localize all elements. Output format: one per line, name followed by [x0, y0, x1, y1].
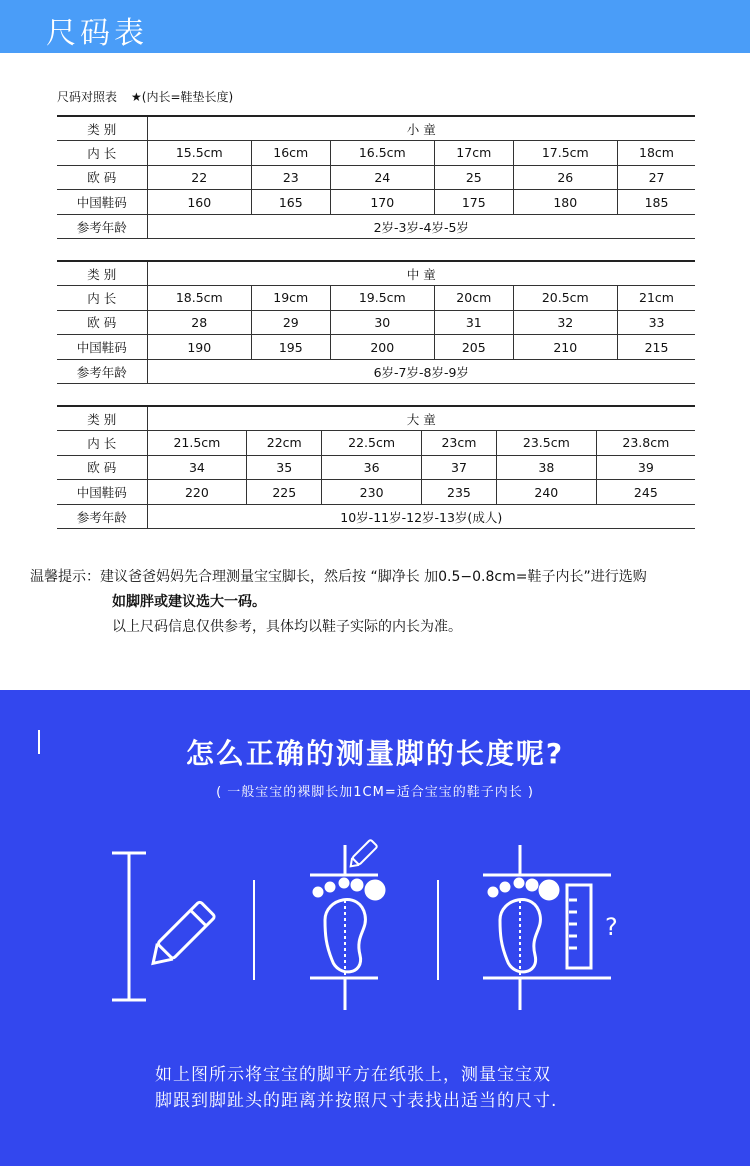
size-cell: 23.5cm — [496, 431, 596, 456]
size-table — [57, 405, 695, 529]
row-label: 类 别 — [57, 406, 147, 431]
category-value: 小 童 — [147, 116, 695, 141]
row-label: 内 长 — [57, 286, 147, 311]
size-cell: 22.5cm — [322, 431, 422, 456]
size-cell: 26 — [513, 165, 618, 190]
category-value: 大 童 — [147, 406, 695, 431]
row-label: 类 别 — [57, 116, 147, 141]
row-age — [57, 214, 695, 239]
age-value: 2岁-3岁-4岁-5岁 — [147, 214, 695, 239]
size-cell: 39 — [596, 455, 695, 480]
row-label: 中国鞋码 — [57, 190, 147, 215]
size-cell: 190 — [147, 335, 252, 360]
size-cell: 20.5cm — [513, 286, 618, 311]
size-cell: 22 — [147, 165, 252, 190]
desc-line-2: 脚跟到脚趾头的距离并按照尺寸表找出适当的尺寸. — [155, 1091, 558, 1111]
size-cell: 36 — [322, 455, 422, 480]
row-eu — [57, 455, 695, 480]
size-cell: 17cm — [435, 141, 514, 166]
age-value: 6岁-7岁-8岁-9岁 — [147, 359, 695, 384]
size-cell: 16cm — [252, 141, 331, 166]
size-cell: 170 — [330, 190, 435, 215]
size-cell: 21.5cm — [147, 431, 247, 456]
desc-line-1: 如上图所示将宝宝的脚平方在纸张上，测量宝宝双 — [155, 1065, 551, 1085]
size-cell: 240 — [496, 480, 596, 505]
measure-illustration — [100, 830, 680, 1020]
row-inner — [57, 286, 695, 311]
size-cell: 165 — [252, 190, 331, 215]
row-label: 中国鞋码 — [57, 335, 147, 360]
size-cell: 23cm — [422, 431, 497, 456]
size-cell: 15.5cm — [147, 141, 252, 166]
size-cell: 175 — [435, 190, 514, 215]
question-mark: ? — [605, 913, 618, 941]
caption-title: 尺码对照表 — [57, 90, 118, 104]
tips — [30, 565, 647, 640]
size-cell: 37 — [422, 455, 497, 480]
size-cell: 200 — [330, 335, 435, 360]
measure-section — [0, 690, 750, 1166]
row-label: 参考年龄 — [57, 359, 147, 384]
foot-measure-icon — [310, 839, 384, 1010]
size-table — [57, 260, 695, 384]
size-table — [57, 115, 695, 239]
tip-line-2: 如脚胖或建议选大一码。 — [112, 594, 266, 610]
measure-subtitle: ( 一般宝宝的裸脚长加1CM=适合宝宝的鞋子内长 ) — [216, 785, 534, 800]
size-cell: 29 — [252, 310, 331, 335]
size-cell: 19cm — [252, 286, 331, 311]
row-label: 类 别 — [57, 261, 147, 286]
size-cell: 31 — [435, 310, 514, 335]
page-title: 尺码表 — [46, 16, 148, 51]
row-cn — [57, 190, 695, 215]
table-caption — [57, 88, 233, 105]
size-cell: 18cm — [618, 141, 695, 166]
row-age — [57, 504, 695, 529]
size-cell: 245 — [596, 480, 695, 505]
row-category — [57, 406, 695, 431]
row-label: 内 长 — [57, 431, 147, 456]
row-eu — [57, 310, 695, 335]
size-cell: 38 — [496, 455, 596, 480]
size-cell: 17.5cm — [513, 141, 618, 166]
size-cell: 220 — [147, 480, 247, 505]
header-banner — [0, 0, 750, 53]
size-cell: 22cm — [247, 431, 322, 456]
size-cell: 230 — [322, 480, 422, 505]
row-cn — [57, 335, 695, 360]
row-label: 欧 码 — [57, 455, 147, 480]
row-inner — [57, 141, 695, 166]
size-cell: 25 — [435, 165, 514, 190]
size-cell: 19.5cm — [330, 286, 435, 311]
size-cell: 160 — [147, 190, 252, 215]
row-label: 参考年龄 — [57, 214, 147, 239]
row-eu — [57, 165, 695, 190]
row-category — [57, 261, 695, 286]
size-cell: 34 — [147, 455, 247, 480]
foot-ruler-icon — [483, 845, 618, 1010]
size-cell: 20cm — [435, 286, 514, 311]
size-cell: 16.5cm — [330, 141, 435, 166]
measure-description — [155, 1062, 557, 1114]
row-age — [57, 359, 695, 384]
size-cell: 27 — [618, 165, 695, 190]
size-cell: 185 — [618, 190, 695, 215]
ruler-pencil-icon — [112, 853, 215, 1000]
row-label: 欧 码 — [57, 310, 147, 335]
row-cn — [57, 480, 695, 505]
size-cell: 21cm — [618, 286, 695, 311]
row-label: 内 长 — [57, 141, 147, 166]
category-value: 中 童 — [147, 261, 695, 286]
row-inner — [57, 431, 695, 456]
row-label: 中国鞋码 — [57, 480, 147, 505]
size-cell: 35 — [247, 455, 322, 480]
age-value: 10岁-11岁-12岁-13岁(成人) — [147, 504, 695, 529]
size-cell: 180 — [513, 190, 618, 215]
size-cell: 235 — [422, 480, 497, 505]
measure-title: 怎么正确的测量脚的长度呢? — [185, 737, 565, 770]
size-cell: 23.8cm — [596, 431, 695, 456]
row-category — [57, 116, 695, 141]
size-cell: 215 — [618, 335, 695, 360]
caption-note: ★(内长=鞋垫长度) — [131, 90, 234, 104]
size-cell: 195 — [252, 335, 331, 360]
row-label: 参考年龄 — [57, 504, 147, 529]
size-cell: 205 — [435, 335, 514, 360]
size-cell: 32 — [513, 310, 618, 335]
tip-line-1: 温馨提示：建议爸爸妈妈先合理测量宝宝脚长，然后按 “脚净长 加0.5−0.8cm=鞋子内长”进行选购 — [30, 569, 647, 585]
size-cell: 225 — [247, 480, 322, 505]
size-cell: 18.5cm — [147, 286, 252, 311]
row-label: 欧 码 — [57, 165, 147, 190]
size-cell: 210 — [513, 335, 618, 360]
size-cell: 33 — [618, 310, 695, 335]
tip-line-3: 以上尺码信息仅供参考，具体均以鞋子实际的内长为准。 — [112, 619, 462, 635]
size-cell: 24 — [330, 165, 435, 190]
size-cell: 28 — [147, 310, 252, 335]
size-cell: 23 — [252, 165, 331, 190]
size-cell: 30 — [330, 310, 435, 335]
